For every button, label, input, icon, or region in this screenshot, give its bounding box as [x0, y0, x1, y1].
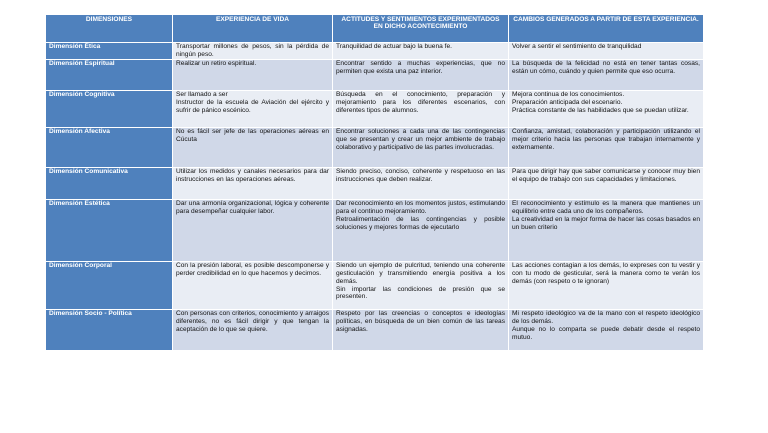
experiencia-line: Transportar millones de pesos, sin la pérdida de ningún peso. [176, 43, 329, 58]
cambios-cell [509, 262, 704, 310]
dimension-cell: Dimensión Espiritual [46, 60, 173, 91]
table-row [46, 200, 704, 262]
table-row [46, 91, 704, 128]
table-row [46, 168, 704, 200]
cambios-line: La búsqueda de la felicidad no está en tener tantas cosas, están un cómo, cuándo y quien permite que eso ocurra. [512, 60, 700, 76]
cambios-cell [509, 128, 704, 168]
dimension-cell: Dimensión Ética [46, 43, 173, 60]
cambios-line: Para que dirigir hay que saber comunicarse y conocer muy bien el equipo de trabajo con sus capacidades y limitaciones. [512, 168, 700, 184]
actitudes-line: Tranquilidad de actuar bajo la buena fe. [336, 43, 452, 50]
experiencia-cell [173, 200, 333, 262]
table-row [46, 128, 704, 168]
actitudes-cell [333, 60, 509, 91]
actitudes-line: Búsqueda en el conocimiento, preparación y mejoramiento para los diferentes escenarios, con diferentes tipos de alumnos. [336, 91, 505, 114]
actitudes-cell [333, 168, 509, 200]
dimension-cell: Dimensión Cognitiva [46, 91, 173, 128]
actitudes-line: Sin importar las condiciones de presión que se presenten. [336, 285, 505, 301]
actitudes-line: Encontrar sentido a muchas experiencias, que no permiten que exista una paz interior. [336, 60, 505, 76]
dimension-cell: Dimensión Afectiva [46, 128, 173, 168]
actitudes-line: Dar reconocimiento en los momentos justos, estimulando para el continuo mejoramiento. [336, 200, 505, 216]
experiencia-line: Utilizar los medidos y canales necesarios para dar instrucciones en las operaciones aéreas. [176, 168, 329, 184]
experiencia-line: Con la presión laboral, es posible descomponerse y perder credibilidad en lo que hacemos y decimos. [176, 262, 329, 278]
header-experiencia: EXPERIENCIA DE VIDA [173, 15, 333, 43]
dimension-cell: Dimensión Corporal [46, 262, 173, 310]
cambios-line: Mejora continua de los conocimientos. [512, 91, 625, 99]
cambios-cell [509, 200, 704, 262]
header-cambios: CAMBIOS GENERADOS A PARTIR DE ESTA EXPERIENCIA. [509, 15, 704, 43]
actitudes-cell [333, 43, 509, 60]
cambios-line: Volver a sentir el sentimiento de tranquilidad [512, 43, 642, 50]
experiencia-line: Instructor de la escuela de Aviación del ejército y sufrir de pánico escénico. [176, 99, 329, 114]
table-row [46, 60, 704, 91]
cambios-line: El reconocimiento y estímulo es la manera que mantienes un equilibrio entre cada uno de los compañeros. [512, 200, 700, 216]
experiencia-cell [173, 43, 333, 60]
experiencia-line: Dar una armonía organizacional, lógica y coherente para desempeñar cualquier labor. [176, 200, 329, 216]
cambios-line: La creatividad en la mejor forma de hacer las cosas basados en un buen criterio [512, 215, 700, 231]
table-row [46, 310, 704, 351]
experiencia-line: Realizar un retiro espiritual. [176, 60, 257, 68]
actitudes-cell [333, 310, 509, 351]
cambios-cell [509, 43, 704, 60]
header-actitudes: ACTITUDES Y SENTIMIENTOS EXPERIMENTADOS EN DICHO ACONTECIMIENTO [333, 15, 509, 43]
actitudes-line: Siendo un ejemplo de pulcritud, teniendo una coherente gesticulación y transmitiendo energía positiva a los demás. [336, 262, 505, 285]
header-row [46, 15, 704, 43]
experiencia-cell [173, 91, 333, 128]
cambios-line: Mi respeto ideológico va de la mano con el respeto ideológico de los demás. [512, 310, 700, 326]
actitudes-cell [333, 200, 509, 262]
cambios-cell [509, 91, 704, 128]
actitudes-line: Respeto por las creencias o conceptos e ideologías políticas, en búsqueda de un bien común de las tareas asignadas. [336, 310, 505, 333]
dimension-cell: Dimensión Socio - Política [46, 310, 173, 351]
experiencia-line: No es fácil ser jefe de las operaciones aéreas en Cúcuta [176, 128, 329, 144]
header-dimensiones: DIMENSIONES [46, 15, 173, 43]
dimensions-table [45, 14, 704, 351]
cambios-line: Práctica constante de las habilidades que se puedan utilizar. [512, 106, 689, 114]
experiencia-line: Con personas con criterios, conocimiento y arraigos diferentes, no es fácil dirigir y que tengan la aceptación de lo que se quiere. [176, 310, 329, 333]
actitudes-line: Siendo preciso, conciso, coherente y respetuoso en las instrucciones que deben realizar. [336, 168, 505, 184]
cambios-line: Las acciones contagian a los demás, lo expreses con tu vestir y con tu modo de gesticular, será la manera como te verán los demás (con respeto o te ignoran) [512, 262, 700, 285]
experiencia-line: Ser llamado a ser [176, 91, 228, 99]
experiencia-cell [173, 168, 333, 200]
cambios-line: Aunque no lo comparta se puede debatir desde el respeto mutuo. [512, 325, 700, 341]
actitudes-line: Encontrar soluciones a cada una de las contingencias que se presentan y crear un mejor ambiente de trabajo colaborativo y participativo de las partes involucradas. [336, 128, 505, 151]
experiencia-cell [173, 60, 333, 91]
actitudes-cell [333, 128, 509, 168]
table-row [46, 262, 704, 310]
cambios-line: Preparación anticipada del escenario. [512, 99, 623, 107]
dimension-cell: Dimensión Comunicativa [46, 168, 173, 200]
actitudes-cell [333, 262, 509, 310]
cambios-cell [509, 310, 704, 351]
dimension-cell: Dimensión Estética [46, 200, 173, 262]
cambios-line: Confianza, amistad, colaboración y participación utilizando el mejor criterio hacia las personas que trabajan internamente y externamente. [512, 128, 700, 151]
actitudes-line: Retroalimentación de las contingencias y posible soluciones y mejores formas de ejecutarlo [336, 215, 505, 231]
experiencia-cell [173, 128, 333, 168]
actitudes-cell [333, 91, 509, 128]
cambios-cell [509, 60, 704, 91]
experiencia-cell [173, 262, 333, 310]
experiencia-cell [173, 310, 333, 351]
table-row [46, 43, 704, 60]
cambios-cell [509, 168, 704, 200]
